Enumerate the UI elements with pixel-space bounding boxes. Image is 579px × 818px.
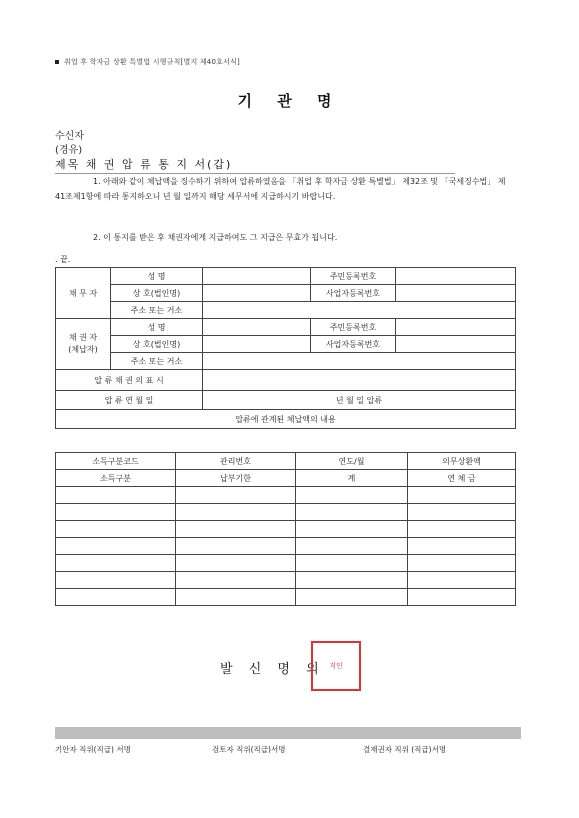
debtor-business-no-label: 사업자등록번호 (311, 285, 396, 302)
drafter-signature: 기안자 직위(직급) 서명 (55, 745, 131, 754)
subject-line: 제목 채 권 압 류 통 지 서(갑) (55, 156, 455, 174)
arrears-table (55, 452, 516, 606)
debtor-company-cell[interactable] (203, 285, 311, 302)
debtor-resident-no-label: 주민등록번호 (311, 268, 396, 285)
income-code-header: 소득구분코드 (56, 453, 176, 470)
creditor-address-label: 주소 또는 거소 (111, 353, 203, 370)
creditor-company-cell[interactable] (203, 336, 311, 353)
via-label: (경유) (55, 145, 83, 156)
reviewer-signature: 검토자 직위(직급)서명 (212, 745, 286, 754)
debtor-address-label: 주소 또는 거소 (111, 302, 203, 319)
parties-table (55, 267, 516, 429)
sender-name: 발 신 명 의 (220, 662, 325, 677)
creditor-business-no-label: 사업자등록번호 (311, 336, 396, 353)
debtor-name-label: 성 명 (111, 268, 203, 285)
related-arrears-heading: 압류에 관계된 체납액의 내용 (56, 410, 516, 429)
table-row (56, 589, 516, 606)
seized-claim-label: 압 류 채 권 의 표 시 (56, 370, 203, 391)
legal-basis: 취업 후 학자금 상환 특별법 시행규칙[별지 제40호서식] (55, 57, 240, 67)
debtor-name-cell[interactable] (203, 268, 311, 285)
table-row (56, 487, 516, 504)
seal-label: 직인 (329, 662, 343, 670)
debtor-business-no-cell[interactable] (396, 285, 516, 302)
table-row (56, 572, 516, 589)
seizure-date-cell[interactable]: 년 월 일 압류 (203, 391, 516, 410)
debtor-company-label: 상 호(법인명) (111, 285, 203, 302)
table-row (56, 521, 516, 538)
seized-claim-cell[interactable] (203, 370, 516, 391)
creditor-business-no-cell[interactable] (396, 336, 516, 353)
creditor-company-label: 상 호(법인명) (111, 336, 203, 353)
body-paragraph-1: 1. 아래와 같이 체납액을 징수하기 위하여 압류하였음을 「취업 후 학자금 상환 특별법」 제32조 및 「국세징수법」 제41조제1항에 따라 통지하오니 년 월 일까지 해당 세무서에 지급하시기 바랍니다. (55, 177, 506, 201)
due-date-header: 납부기한 (176, 470, 296, 487)
creditor-label: 채 권 자 (체납자) (56, 319, 111, 370)
mandatory-repayment-header: 의무상환액 (408, 453, 516, 470)
body-paragraph-2: 2. 이 통지를 받은 후 채권자에게 지급하여도 그 지급은 무효가 됩니다. (93, 233, 338, 242)
page-title: 기 관 명 (237, 92, 342, 110)
debtor-address-cell[interactable] (203, 302, 516, 319)
debtor-resident-no-cell[interactable] (396, 268, 516, 285)
creditor-resident-no-label: 주민등록번호 (311, 319, 396, 336)
debtor-label: 채 무 자 (56, 268, 111, 319)
total-header: 계 (296, 470, 408, 487)
approver-signature: 결재권자 직위 (직급)서명 (363, 745, 447, 754)
table-row (56, 538, 516, 555)
seizure-date-label: 압 류 연 월 일 (56, 391, 203, 410)
creditor-resident-no-cell[interactable] (396, 319, 516, 336)
income-type-header: 소득구분 (56, 470, 176, 487)
creditor-name-label: 성 명 (111, 319, 203, 336)
year-month-header: 연도/월 (296, 453, 408, 470)
creditor-address-cell[interactable] (203, 353, 516, 370)
late-fee-header: 연 체 금 (408, 470, 516, 487)
footer-divider-bar (55, 727, 521, 739)
square-bullet-icon (55, 60, 59, 64)
management-no-header: 관리번호 (176, 453, 296, 470)
official-seal-box (311, 641, 361, 691)
table-row (56, 555, 516, 572)
end-mark: . 끝. (55, 255, 71, 264)
creditor-name-cell[interactable] (203, 319, 311, 336)
table-row (56, 504, 516, 521)
recipient-label: 수신자 (55, 131, 84, 142)
